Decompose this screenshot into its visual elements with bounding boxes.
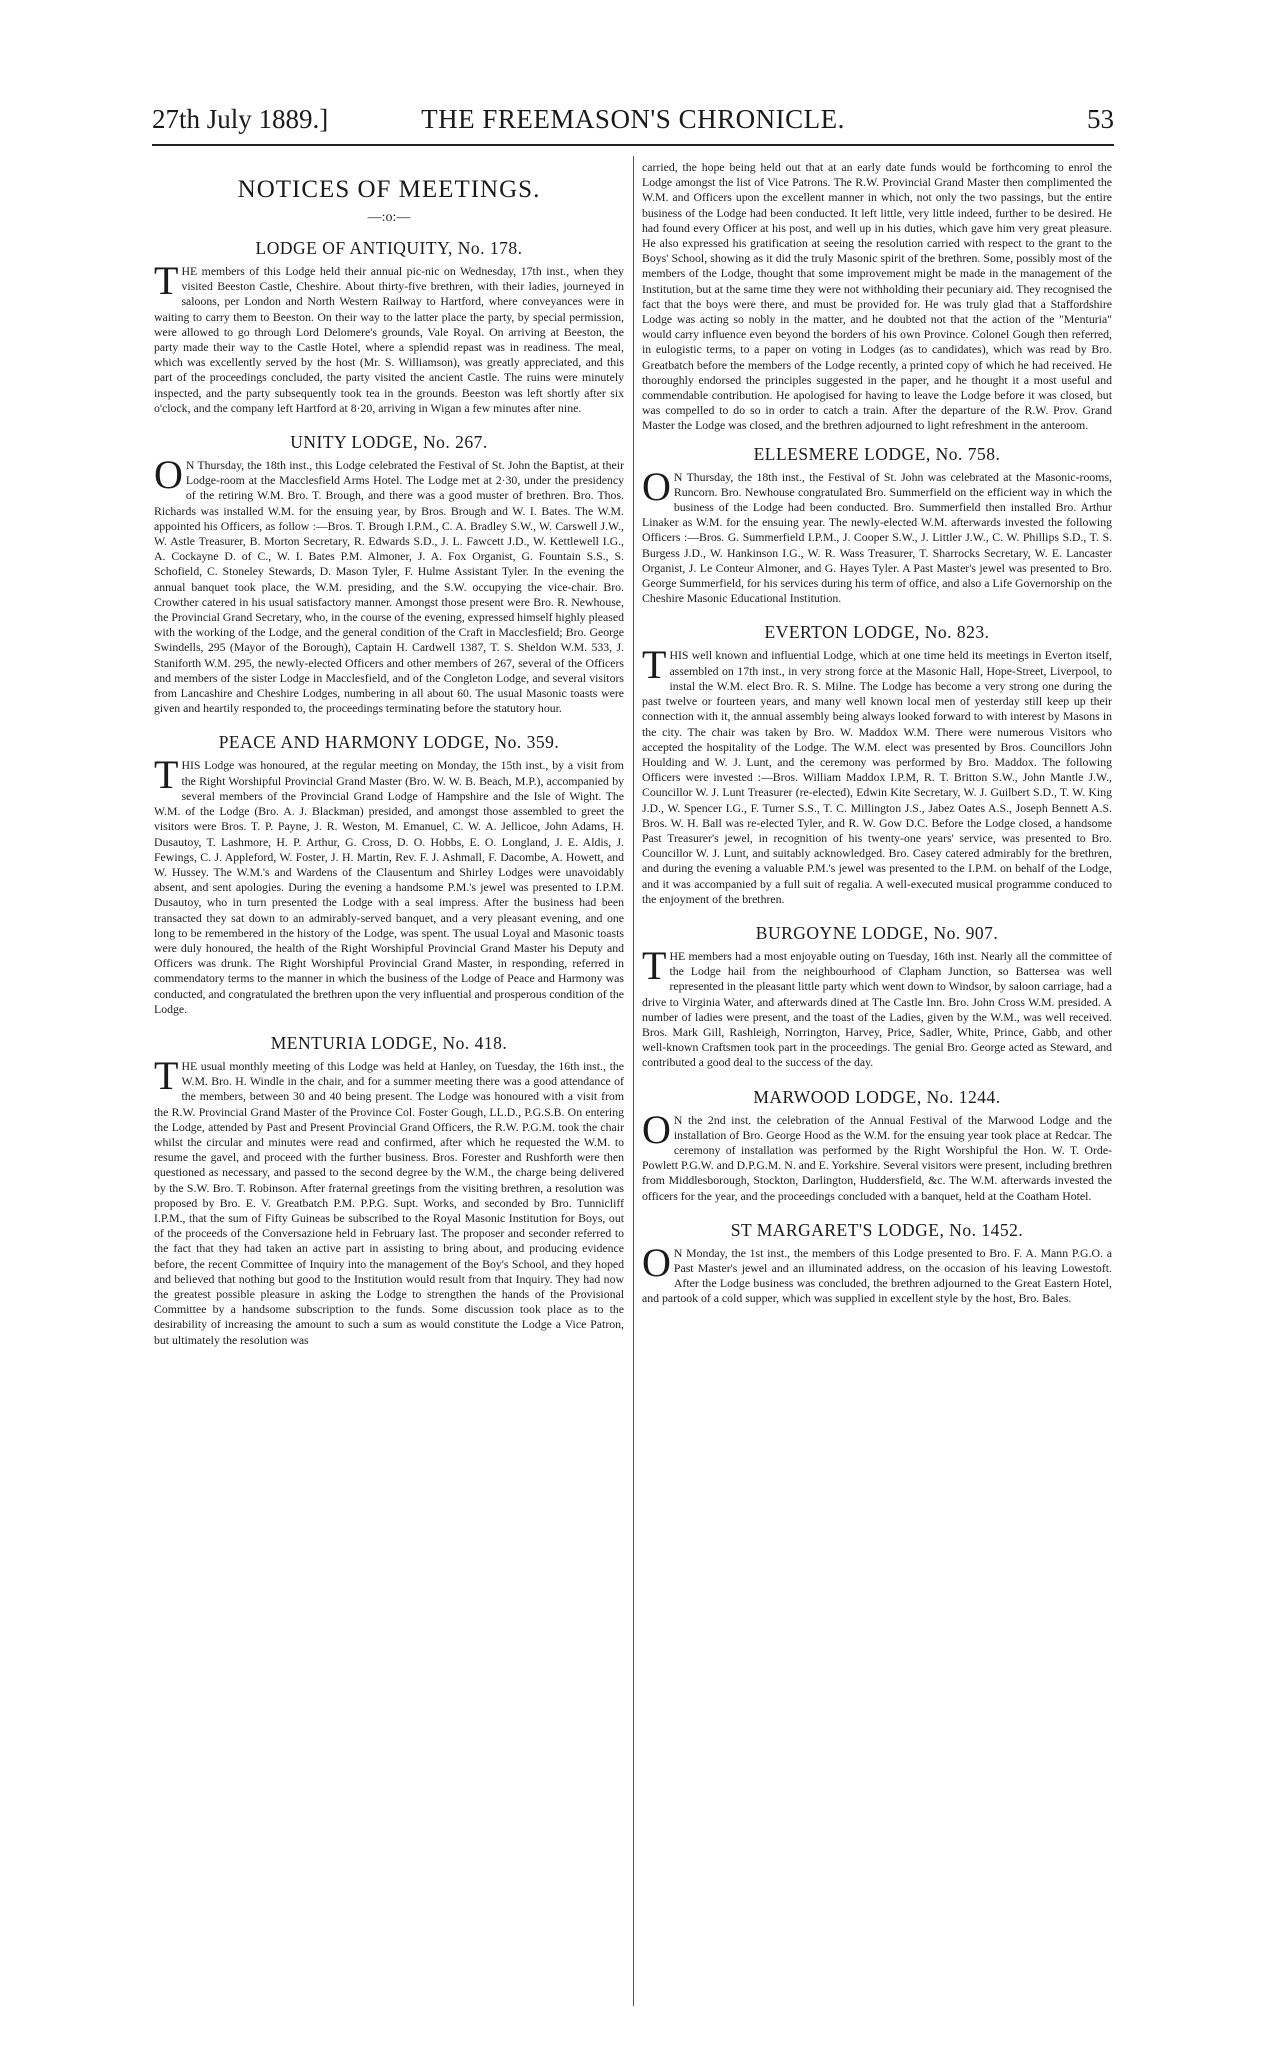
article-ellesmere [642,444,1112,613]
article-body [154,258,624,416]
article-title: PEACE AND HARMONY LODGE, No. 359. [218,732,560,753]
article-title: LODGE OF ANTIQUITY, No. 178. [255,238,523,258]
article-menturia-continued [642,160,1112,434]
column-divider [633,156,634,2006]
article-text: HE members of this Lodge held their annual pic-nic on Wednesday, 17th inst., when they visited Beeston Castle, Cheshire. About thirty-five brethren, with their ladies, journeyed in saloons, per London and North Western Railway to Hartford, where conveyances were in waiting to carry them to Beeston. On their way to the latter place the party, by special permission, were allowed to go through Lord Delomere's grounds, Vale Royal. On arriving at Beeston, the party made their way to the Castle Hotel, where a splendid repast was in readiness. The meal, which was excellently served by the host (Mr. S. Williamson), was greatly appreciated, and this part of the proceedings concluded, the party visited the ancient Castle. The ruins were minutely inspected, and the party subsequently took tea in the grounds. Beeston was left shortly after six o'clock, and the company left Hartford at 8·20, arriving in Wigan a few minutes after nine. [154,264,624,415]
article-menturia [154,1033,624,1348]
article-body [642,1106,1112,1204]
article-text: carried, the hope being held out that at an early date funds would be forthcoming to enrol the Lodge amongst the list of Vice Patrons. The R.W. Provincial Grand Master then complimented the W.M. and Officers upon the excellent manner in which, not only the two passings, but the entire business of the Lodge had been conducted. It left little, very little indeed, further to be desired. He had found every Officer at his post, and well up in his duties, which gave him very great pleasure. He also expressed his gratification at seeing the resolution carried with respect to the grant to the Boys' School, showing as it did the truly Masonic spirit of the brethren. Some, possibly most of the members of the Lodge, thought that some improvement might be made in the management of the Institution, but at the same time they were not withholding their pecuniary aid. They recognised the fact that the boys were there, and must be provided for. He was truly glad that a Staffordshire Lodge was acting so nobly in the matter, and he doubted not that the action of the "Menturia" would carry influence even beyond the borders of his own Province. Colonel Gough then referred, in eulogistic terms, to a paper on voting in Lodges (as to candidates), which was read by Bro. Greatbatch before the members of the Lodge recently, a printed copy of which he had received. He thoroughly endorsed the principles suggested in the paper, and he thought it a most useful and commendable contribution. He apologised for having to leave the Lodge before it was closed, but was compelled to do so in order to catch a train. After the departure of the R.W. Prov. Grand Master the Lodge was closed, and the brethren adjourned to light refreshment in the anteroom. [642,160,1112,433]
drop-cap: O [642,1106,671,1152]
article-body [642,1239,1112,1307]
article-burgoyne [642,923,1112,1077]
article-everton [642,622,1112,912]
article-title: MARWOOD LODGE, No. 1244. [753,1086,1001,1107]
drop-cap: T [642,942,667,988]
left-column [154,160,624,2000]
drop-cap: O [154,452,183,498]
drop-cap: T [642,642,667,688]
article-text: HIS well known and influential Lodge, which at one time held its meetings in Everton itself, assembled on 17th inst., in very strong force at the Masonic Hall, Hope-Street, Liverpool, to instal the W.M. elect Bro. R. S. Milne. The Lodge has become a very strong one during the past twelve or fourteen years, and many well known local men of yesterday still keep up their connection with it, the annual assembly being always looked forward to with interest by Masons in the city. The chair was taken by Bro. W. Maddox W.M. There were numerous Visitors who accepted the hospitality of the Lodge. The W.M. elect was presented by Bros. Councillors John Houlding and W. J. Lunt, and the ceremony was performed by Bro. Maddox. The following Officers were invested :—Bros. William Maddox I.P.M, R. T. Britton S.W., John Mantle J.W., Councillor W. J. Lunt Treasurer (re-elected), Edwin Kite Secretary, W. J. Guilbert S.D., T. W. King J.D., W. Spencer I.G., F. Turner S.S., T. C. Millington J.S., Jabez Oates A.S., Joseph Bennett A.S. Bros. W. H. Ball was re-elected Tyler, and R. W. Gow D.C. Before the Lodge closed, a handsome Past Treasurer's jewel, in recognition of his twenty-one years' service, was presented to Bro. Councillor W. J. Lunt, and suitably acknowledged. Bro. Casey catered admirably for the brethren, and during the evening a valuable P.M.'s jewel was presented to the I.P.M. on behalf of the Lodge, and it was accompanied by a full suit of regalia. A well-executed musical programme conduced to the enjoyment of the brethren. [642,648,1112,906]
drop-cap: O [642,1239,671,1285]
article-unity [154,432,624,722]
article-text: HIS Lodge was honoured, at the regular meeting on Monday, the 15th inst., by a visit from the Right Worshipful Provincial Grand Master (Bro. W. W. B. Beach, M.P.), accompanied by several members of the Provincial Grand Lodge of Hampshire and the Isle of Wight. The W.M. of the Lodge (Bro. A. J. Blackman) presided, and amongst those assembled to greet the visitors were Bros. T. P. Payne, J. R. Weston, M. Emanuel, C. W. A. Jellicoe, John Adams, H. Dusautoy, T. Lashmore, H. P. Arthur, G. Cross, D. O. Hobbs, E. O. Longland, J. E. Aldis, J. Fewings, C. J. Appleford, W. Foster, J. H. Martin, Rev. F. J. Ashmall, F. Dacombe, A. Howett, and W. Hussey. The W.M.'s and Wardens of the Clausentum and Shirley Lodges were unavoidably absent, and sent apologies. During the evening a handsome P.M.'s jewel was presented to I.P.M. Dusautoy, who in turn presented the Lodge with a seal impress. After the business had been transacted they sat down to an admirably-served banquet, and a very pleasant evening, and one long to be remembered in the history of the Lodge, was spent. The usual Loyal and Masonic toasts were duly honoured, the health of the Right Worshipful Provincial Grand Master his Deputy and Officers was drunk. The Right Worshipful Provincial Grand Master, in responding, referred in commendatory terms to the manner in which the business of the Lodge of Peace and Harmony was conducted, and congratulated the brethren upon the very influential and prosperous condition of the Lodge. [154,758,624,1016]
header-title: THE FREEMASON'S CHRONICLE. [421,104,845,134]
article-st-margarets [642,1220,1112,1313]
article-antiquity [154,238,624,422]
article-body [642,642,1112,906]
header-date: 27th July 1889.] [152,104,329,134]
article-body [642,942,1112,1071]
header-page-number: 53 [1087,104,1114,134]
article-title: MENTURIA LODGE, No. 418. [270,1032,508,1053]
page-header [152,104,1114,146]
article-title: BURGOYNE LODGE, No. 907. [755,922,999,943]
article-text: N Thursday, the 18th inst., the Festival of St. John was celebrated at the Masonic-rooms, Runcorn. Bro. Newhouse congratulated Bro. Summerfield on the efficient way in which the business of the Lodge had been conducted. Bro. Summerfield then installed Bro. Arthur Linaker as W.M. for the ensuing year. The newly-elected W.M. afterwards invested the following Officers :—Bros. G. Summerfield I.P.M., J. Cooper S.W., J. Littler J.W., C. W. Phillips S.D., T. S. Burgess J.D., W. Hankinson I.G., W. R. Wass Treasurer, T. Sharrocks Secretary, W. E. Lancaster Organist, J. Le Conteur Almoner, and G. Hayes Tyler. A Past Master's jewel was presented to Bro. George Summerfield, for his services during his term of office, and also a Life Governorship on the Cheshire Masonic Educational Institution. [642,469,1112,606]
article-text: HE members had a most enjoyable outing on Tuesday, 16th inst. Nearly all the committee of the Lodge hail from the neighbourhood of Clapham Junction, so Battersea was well represented in the pleasant little party which went down to Windsor, by saloon carriage, had a drive to Virginia Water, and afterwards dined at The Castle Inn. Bro. John Cross W.M. presided. A number of ladies were present, and the toast of the Ladies, given by the W.M., was well received. Bros. Mark Gill, Rashleigh, Norrington, Harvey, Price, Sadler, White, Prince, Gabb, and other well-known Craftsmen took part in the proceedings. The genial Bro. George acted as Steward, and contributed a good deal to the success of the day. [642,948,1112,1070]
notices-heading: NOTICES OF MEETINGS. [237,176,541,203]
article-title: EVERTON LODGE, No. 823. [764,622,990,643]
article-body [154,752,624,1016]
article-marwood [642,1087,1112,1210]
article-text: N Monday, the 1st inst., the members of this Lodge presented to Bro. F. A. Mann P.G.O. a Past Master's jewel and an illuminated address, on the occasion of his leaving Lowestoft. After the Lodge business was concluded, the brethren adjourned to the Great Eastern Hotel, and partook of a cold supper, which was supplied in excellent style by the host, Bro. Bales. [642,1245,1112,1306]
article-body [642,463,1112,607]
article-body [154,452,624,716]
article-text: N Thursday, the 18th inst., this Lodge celebrated the Festival of St. John the Baptist, at their Lodge-room at the Macclesfield Arms Hotel. The Lodge met at 2·30, under the presidency of the retiring W.M. Bro. T. Brough, and there was a good muster of brethren. Bro. Thos. Richards was installed W.M. for the ensuing year, by Bros. Brough and W. I. Bates. The W.M. appointed his Officers, as follow :—Bros. T. Brough I.P.M., C. A. Bradley S.W., W. Carswell J.W., W. Astle Treasurer, B. Morton Secretary, R. Edwards S.D., J. L. Fawcett J.D., W. Kettlewell I.G., A. Cockayne D. of C., W. I. Bates P.M. Almoner, J. A. Fox Organist, G. Fountain S.S., S. Schofield, C. Stoneley Stewards, D. Mason Tyler, F. Hulme Assistant Tyler. In the evening the annual banquet took place, the W.M. presiding, and the S.W. occupying the vice-chair. Bro. Crowther catered in his usual satisfactory manner. Amongst those present were Bro. R. Newhouse, the Provincial Grand Secretary, who, in the course of the evening, expressed himself highly pleased with the working of the Lodge, and the general condition of the Craft in Macclesfield; Bro. George Swindells, 295 (Mayor of the Borough), Captain H. Cardwell 1387, T. S. Sheldon W.M. 533, J. Staniforth W.M. 295, the newly-elected Officers and other members of 267, several of the Officers and members of the sister Lodge in Macclesfield, and of the Congleton Lodge, and several visitors from Lancashire and Cheshire Lodges, numbering in all about 60. The usual Masonic toasts were given and heartily responded to, the proceedings terminating before the statutory hour. [154,458,624,716]
article-peace-and-harmony [154,732,624,1022]
right-column [642,160,1112,2000]
article-title: ELLESMERE LODGE, No. 758. [753,443,1001,464]
drop-cap: T [154,258,179,303]
drop-cap: T [154,1052,179,1098]
drop-cap: O [642,463,671,509]
article-text: HE usual monthly meeting of this Lodge was held at Hanley, on Tuesday, the 16th inst., the W.M. Bro. H. Windle in the chair, and for a summer meeting there was a good attendance of the members, between 30 and 40 being present. The Lodge was honoured with a visit from the R.W. Provincial Grand Master of the Province Col. Foster Gough, LL.D., P.G.S.B. On entering the Lodge, attended by Past and Present Provincial Grand Officers, the R.W. P.G.M. took the chair whilst the circular and minutes were read and confirmed, after which he requested the W.M. to resume the gavel, and proceed with the further business. Bros. Forester and Rushforth were then questioned as necessary, and passed to the second degree by the W.M., the charge being delivered by the S.W. Bro. T. Robinson. After fraternal greetings from the visiting brethren, a resolution was proposed by Bro. E. V. Greatbatch P.M. P.P.G. Supt. Works, and seconded by Bro. Tunnicliff I.P.M., that the sum of Fifty Guineas be subscribed to the Royal Masonic Institution for Boys, out of the proceeds of the Conversazione held in February last. The proposer and seconder referred to the fact that they had taken an active part in assisting to bring about, and producing evidence before, the recent Committee of Inquiry into the management of the Boy's School, and they hoped and believed that nothing but good to the Institution would result from that Inquiry. They had now the greatest possible pleasure in asking the Lodge to strengthen the hands of the Provisional Committee by a handsome subscription to the funds. Some discussion took place as to the desirability of increasing the amount to such a sum as would constitute the Lodge a Vice Patron, but ultimately the resolution was [154,1058,624,1347]
heading-ornament: —:o:— [367,210,411,225]
article-text: N the 2nd inst. the celebration of the Annual Festival of the Marwood Lodge and the installation of Bro. George Hood as the W.M. for the ensuing year took place at Redcar. The ceremony of installation was performed by the Right Worshipful the Hon. W. T. Orde-Powlett P.G.W. and D.P.G.M. N. and E. Yorkshire. Several visitors were present, including brethren from Middlesborough, Stockton, Darlington, Huddersfield, &c. The W.M. afterwards invested the officers for the year, and the proceedings concluded with a banquet, held at the Coatham Hotel. [642,1112,1112,1203]
drop-cap: T [154,752,179,798]
article-body [154,1052,624,1348]
article-title: UNITY LODGE, No. 267. [290,432,488,453]
article-title: ST MARGARET'S LODGE, No. 1452. [730,1219,1024,1240]
